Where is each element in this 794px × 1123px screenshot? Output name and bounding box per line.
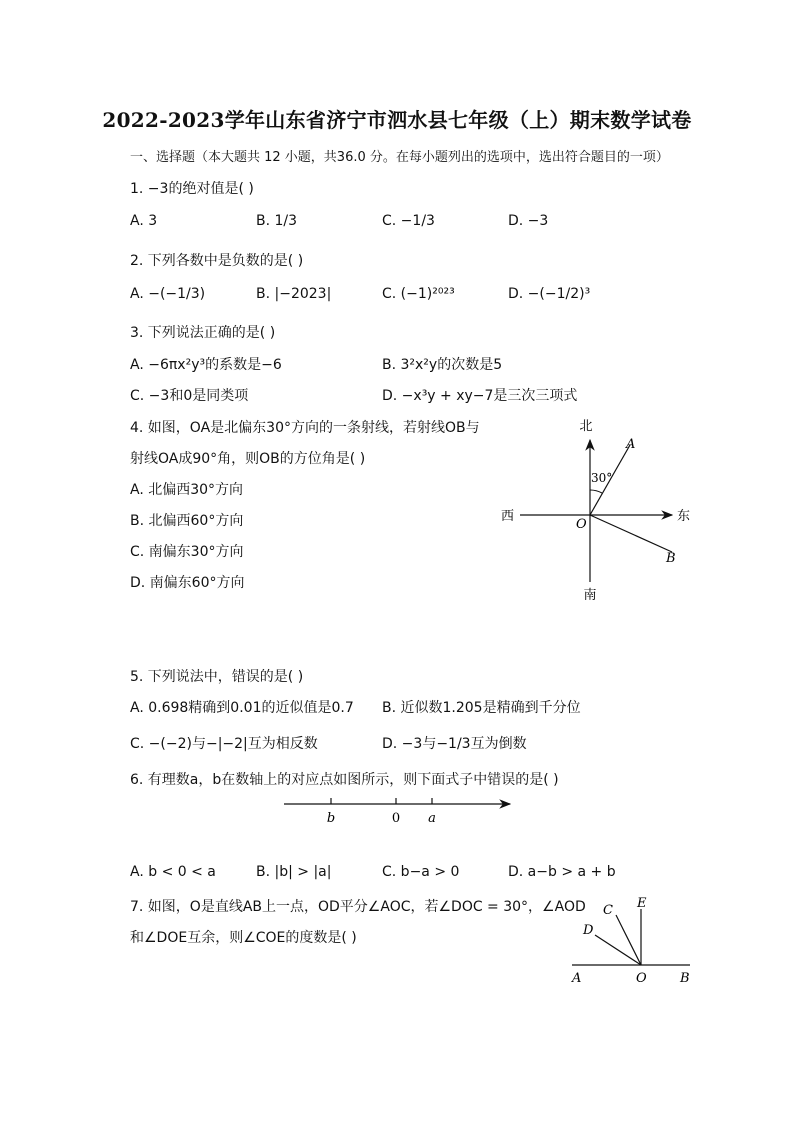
label-c: C	[603, 903, 613, 918]
question-7-stem-line-2: 和∠DOE互余，则∠COE的度数是( )	[130, 930, 357, 946]
question-7-stem-line-1: 7. 如图，O是直线AB上一点，OD平分∠AOC，若∠DOC = 30°，∠AOD	[130, 899, 586, 915]
section-heading: 一、选择题（本大题共 12 小题，共36.0 分。在每小题列出的选项中，选出符合题目的一项）	[130, 150, 669, 165]
q5-option-a: A. 0.698精确到0.01的近似值是0.7	[130, 700, 354, 716]
exam-title: 2022-2023学年山东省济宁市泗水县七年级（上）期末数学试卷	[102, 108, 692, 132]
q4-option-b: B. 北偏西60°方向	[130, 513, 244, 529]
label-a: A	[626, 437, 636, 452]
question-6-stem: 6. 有理数a，b在数轴上的对应点如图所示，则下面式子中错误的是( )	[130, 772, 559, 788]
q1-option-d: D. −3	[508, 213, 549, 229]
question-4-stem-line-1: 4. 如图，OA是北偏东30°方向的一条射线，若射线OB与	[130, 420, 480, 436]
q2-option-c: C. (−1)²⁰²³	[382, 286, 455, 302]
question-1-stem: 1. −3的绝对值是( )	[130, 181, 254, 197]
label-angle-30: 30°	[591, 471, 613, 485]
q3-option-a: A. −6πx²y³的系数是−6	[130, 357, 282, 373]
q4-option-a: A. 北偏西30°方向	[130, 482, 244, 498]
q5-option-b: B. 近似数1.205是精确到千分位	[382, 700, 581, 716]
q2-option-d: D. −(−1/2)³	[508, 286, 591, 302]
q6-option-a: A. b < 0 < a	[130, 864, 216, 880]
label-b: B	[666, 551, 676, 566]
label-b: B	[680, 971, 690, 985]
label-south: 南	[583, 588, 597, 603]
label-a: A	[572, 971, 582, 985]
question-3-stem: 3. 下列说法正确的是( )	[130, 325, 276, 341]
q2-option-a: A. −(−1/3)	[130, 286, 206, 302]
label-east: 东	[677, 509, 691, 524]
q6-option-b: B. |b| > |a|	[256, 864, 332, 880]
label-o: O	[576, 517, 587, 532]
label-a: a	[428, 811, 436, 826]
label-west: 西	[501, 509, 515, 524]
q6-option-d: D. a−b > a + b	[508, 864, 616, 880]
label-d: D	[583, 923, 594, 938]
label-north: 北	[579, 419, 593, 434]
angle-arc	[590, 490, 602, 493]
q3-option-c: C. −3和0是同类项	[130, 388, 249, 404]
label-zero: 0	[391, 811, 401, 826]
q1-option-b: B. 1/3	[256, 213, 298, 229]
q2-option-b: B. |−2023|	[256, 286, 332, 302]
label-e: E	[637, 896, 647, 911]
q3-option-b: B. 3²x²y的次数是5	[382, 357, 503, 373]
q4-option-c: C. 南偏东30°方向	[130, 544, 244, 560]
question-5-stem: 5. 下列说法中，错误的是( )	[130, 669, 304, 685]
figure-q6-number-line	[280, 792, 520, 832]
q5-option-d: D. −3与−1/3互为倒数	[382, 736, 527, 752]
ray-ob	[590, 515, 672, 552]
q4-option-d: D. 南偏东60°方向	[130, 575, 245, 591]
label-b: b	[326, 811, 336, 826]
q3-option-d: D. −x³y + xy−7是三次三项式	[382, 388, 578, 404]
label-o: O	[636, 971, 647, 985]
q6-option-c: C. b−a > 0	[382, 864, 460, 880]
figure-q7-angles	[566, 893, 702, 985]
question-4-stem-line-2: 射线OA成90°角，则OB的方位角是( )	[130, 451, 366, 467]
q1-option-c: C. −1/3	[382, 213, 435, 229]
q5-option-c: C. −(−2)与−|−2|互为相反数	[130, 736, 318, 752]
question-2-stem: 2. 下列各数中是负数的是( )	[130, 253, 304, 269]
q1-option-a: A. 3	[130, 213, 158, 229]
figure-q4-compass	[490, 412, 700, 607]
